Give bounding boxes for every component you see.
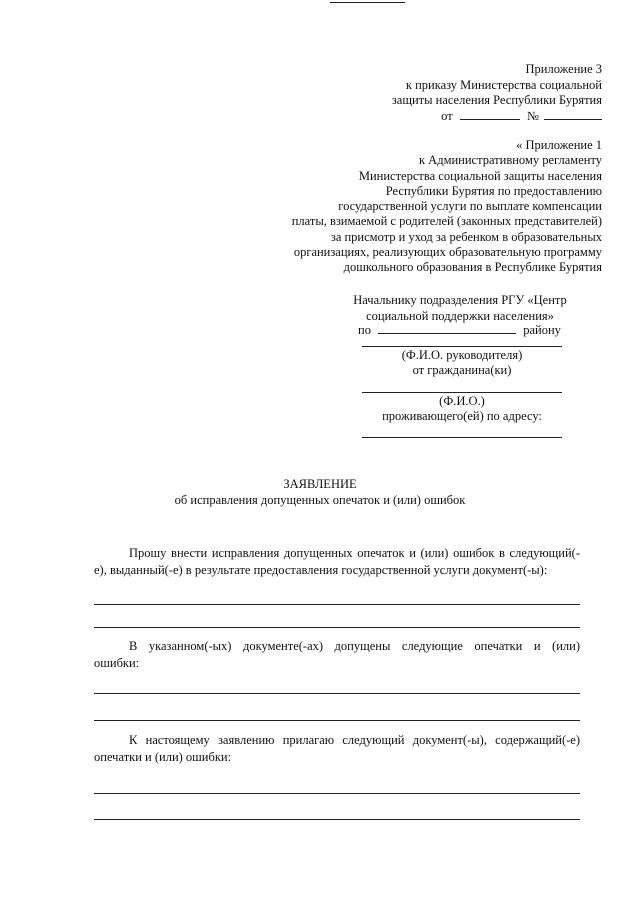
statement-title: ЗАЯВЛЕНИЕ <box>283 477 357 491</box>
order-date-number-line <box>242 109 602 125</box>
head-name-label: (Ф.И.О. руководителя) <box>401 348 523 362</box>
errors-answer-line-2[interactable] <box>94 720 580 721</box>
document-answer-line-2[interactable] <box>94 627 580 628</box>
paragraph-correction-request <box>94 545 580 578</box>
from-citizen-label: от гражданина(ки) <box>412 363 512 377</box>
address-blank[interactable] <box>362 437 562 438</box>
paragraph-line: К настоящему заявлению прилагаю следующий документ(-ы), содержащий(-е) <box>129 733 580 747</box>
citizen-name-caption <box>362 394 562 424</box>
address-label: проживающего(ей) по адресу: <box>382 409 542 423</box>
district-line <box>358 323 578 338</box>
appendix-1-line: Министерства социальной защиты населения <box>358 168 602 183</box>
order-number-label: № <box>526 108 539 123</box>
appendix-1-block <box>182 138 602 276</box>
appendix-1-line: платы, взимаемой с родителей (законных представителей) <box>291 214 602 229</box>
addressee-line1: Начальнику подразделения РГУ «Центр <box>353 293 567 307</box>
paragraph-attachments <box>94 732 580 765</box>
statement-title-block <box>60 476 580 508</box>
paragraph-line: В указанном(-ых) документе(-ах) допущены следующие опечатки и (или) <box>129 639 580 653</box>
order-date-blank[interactable] <box>460 109 520 120</box>
order-number-blank[interactable] <box>544 109 602 120</box>
addressee-line2: социальной поддержки населения» <box>366 308 554 323</box>
head-name-caption <box>362 348 562 378</box>
appendix-1-line: дошкольного образования в Республике Бурятия <box>343 260 602 275</box>
paragraph-errors-list <box>94 638 580 671</box>
paragraph-line: е), выданный(-е) в результате предоставления государственной услуги документ(-ы): <box>94 562 548 577</box>
appendix-1-line: за присмотр и уход за ребенком в образовательных <box>330 229 602 244</box>
attachments-answer-line-1[interactable] <box>94 793 580 794</box>
district-blank[interactable] <box>378 323 516 334</box>
citizen-name-blank[interactable] <box>362 392 562 393</box>
citizen-name-label: (Ф.И.О.) <box>439 394 485 408</box>
appendix-3-block <box>242 62 602 124</box>
paragraph-line: Прошу внести исправления допущенных опечаток и (или) ошибок в следующий(- <box>129 546 580 560</box>
head-name-blank[interactable] <box>362 346 562 347</box>
appendix-1-line: государственной услуги по выплате компенсации <box>338 199 602 214</box>
appendix-3-line: защиты населения Республики Бурятия <box>391 93 602 107</box>
attachments-answer-line-2[interactable] <box>94 819 580 820</box>
appendix-1-line: « Приложение 1 <box>516 138 602 152</box>
scan-artifact-line <box>330 2 405 3</box>
statement-subtitle: об исправления допущенных опечаток и (или) ошибок <box>174 493 466 507</box>
document-answer-line-1[interactable] <box>94 604 580 605</box>
district-prefix: по <box>358 323 371 337</box>
paragraph-line: ошибки: <box>94 655 140 670</box>
appendix-1-line: организациях, реализующих образовательную программу <box>293 245 602 260</box>
addressee-block <box>340 293 580 324</box>
appendix-1-line: Республики Бурятия по предоставлению <box>385 183 602 198</box>
appendix-1-line: к Административному регламенту <box>418 153 602 168</box>
paragraph-line: опечатки и (или) ошибки: <box>94 749 232 764</box>
appendix-3-line: к приказу Министерства социальной <box>405 77 602 92</box>
appendix-3-line: Приложение 3 <box>525 62 602 76</box>
district-suffix: району <box>523 323 561 337</box>
errors-answer-line-1[interactable] <box>94 693 580 694</box>
order-date-label: от <box>441 108 453 123</box>
